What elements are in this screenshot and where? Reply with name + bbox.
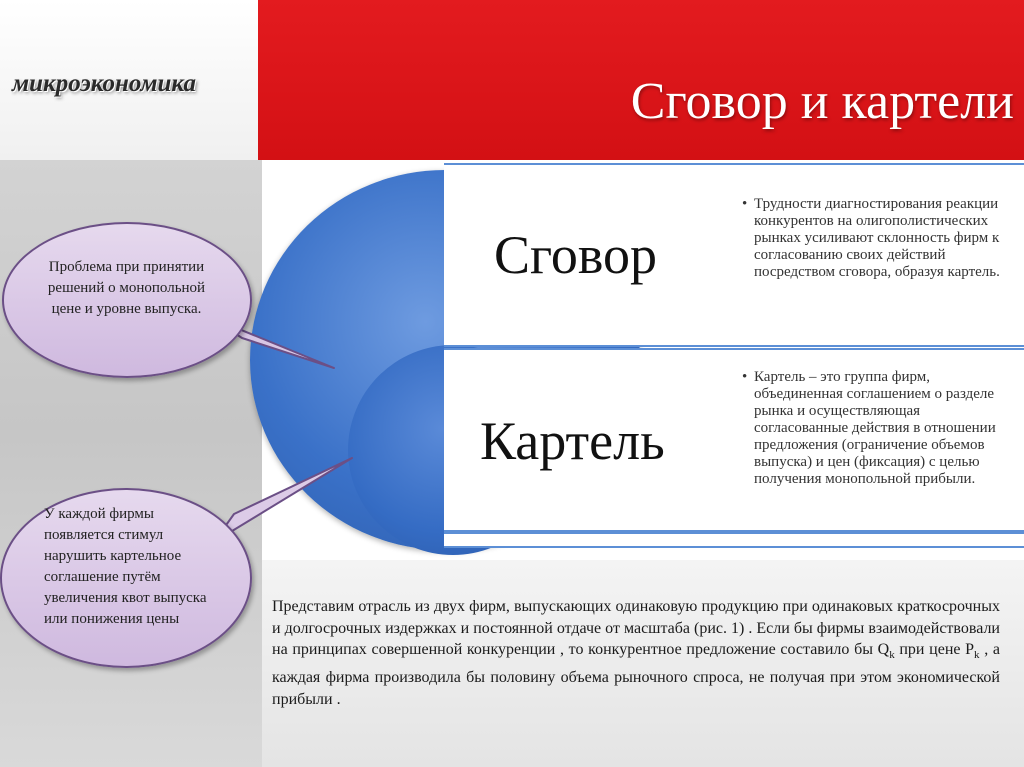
bullet-marker: •	[742, 369, 748, 385]
callout-top-text: Проблема при принятии решений о монопольной цене и уровне выпуска.	[47, 259, 206, 317]
paragraph-part-2: при цене P	[894, 641, 975, 659]
subject-label: микроэкономика	[12, 70, 196, 97]
keyword-cartel: Картель	[480, 411, 665, 471]
subscript-p: k	[974, 649, 980, 662]
bullet-cartel-text: Картель – это группа фирм, объединенная соглашением о разделе рынка и осуществляющая согласованные действия в отношении предложения (ограничение объемов выпуска) и цен (фиксация) с целью получения монопольной прибыли.	[754, 369, 996, 487]
body-paragraph	[272, 596, 1000, 711]
keyword-collusion: Сговор	[494, 225, 657, 285]
paragraph-part-3: , а каждая фирма производила бы половину объема рыночного спроса, не получая при этом экономической прибыли .	[272, 641, 1000, 708]
callout-bottom-text: У каждой фирмы появляется стимул нарушить картельное соглашение путём увеличения квот выпуска или понижения цены	[44, 506, 207, 627]
callout-bottom-pointer	[214, 458, 352, 542]
bullet-marker: •	[742, 196, 748, 212]
slide-title: Сговор и картели	[630, 73, 1014, 130]
subscript-q: k	[889, 649, 895, 662]
paragraph-part-1: Представим отрасль из двух фирм, выпускающих одинаковую продукцию при одинаковых краткосрочных и долгосрочных издержках и постоянной отдаче от масштаба (рис. 1) . Если бы фирмы взаимодействовали на принципах совершенной конкуренции , то конкурентное предложение составило бы Q	[272, 598, 1000, 659]
bullet-collusion-text: Трудности диагностирования реакции конкурентов на олигополистических рынках усиливают склонность фирм к согласованию своих действий посредством сговора, образуя картель.	[754, 196, 1000, 280]
